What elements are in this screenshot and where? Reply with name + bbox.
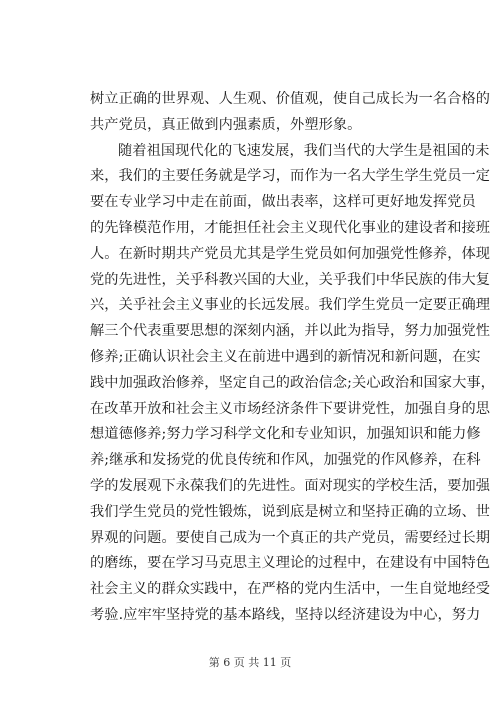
text-line: 共产党员，真正做到内强素质，外塑形象。 (90, 116, 362, 133)
text-line: 要在专业学习中走在前面，做出表率，这样可更好地发挥党员 (90, 194, 476, 211)
text-line: 人。在新时期共产党员尤其是学生党员如何加强党性修养，体现 (90, 245, 491, 262)
text-line: 兴，关乎社会主义事业的长远发展。我们学生党员一定要正确理 (90, 297, 491, 314)
text-line: 党的先进性，关乎科教兴国的大业，关乎我们中华民族的伟大复 (90, 271, 491, 288)
text-line: 践中加强政治修养，坚定自己的政治信念;关心政治和国家大事， (90, 374, 495, 391)
page-number-footer: 第 6 页 共 11 页 (208, 656, 292, 669)
text-line: 修养;正确认识社会主义在前进中遇到的新情况和新问题，在实 (90, 348, 481, 365)
document-body (90, 87, 495, 629)
text-line: 界观的问题。要使自己成为一个真正的共产党员，需要经过长期 (90, 529, 491, 546)
text-line: 在改革开放和社会主义市场经济条件下要讲党性，加强自身的思 (90, 400, 491, 417)
text-line: 想道德修养;努力学习科学文化和专业知识，加强知识和能力修 (90, 426, 481, 443)
text-line: 养;继承和发扬党的优良传统和作风，加强党的作风修养，在科 (90, 452, 481, 469)
text-line: 考验.应牢牢坚持党的基本路线，坚持以经济建设为中心，努力 (90, 606, 481, 623)
text-line: 学的发展观下永葆我们的先进性。面对现实的学校生活，要加强 (90, 477, 491, 494)
text-line: 社会主义的群众实践中，在严格的党内生活中，一生自觉地经受 (90, 581, 491, 598)
text-line: 的先锋模范作用，才能担任社会主义现代化事业的建设者和接班 (90, 219, 491, 236)
text-line: 的磨练，要在学习马克思主义理论的过程中，在建设有中国特色 (90, 555, 491, 572)
text-line: 树立正确的世界观、人生观、价值观，使自己成长为一名合格的 (90, 91, 491, 107)
text-line: 解三个代表重要思想的深刻内涵，并以此为指导，努力加强党性 (90, 323, 491, 340)
text-line: 来，我们的主要任务就是学习，而作为一名大学生学生党员一定 (90, 168, 491, 185)
paragraph-first-line: 随着祖国现代化的飞速发展，我们当代的大学生是祖国的未 (118, 142, 490, 159)
text-line: 我们学生党员的党性锻炼，说到底是树立和坚持正确的立场、世 (90, 503, 491, 520)
